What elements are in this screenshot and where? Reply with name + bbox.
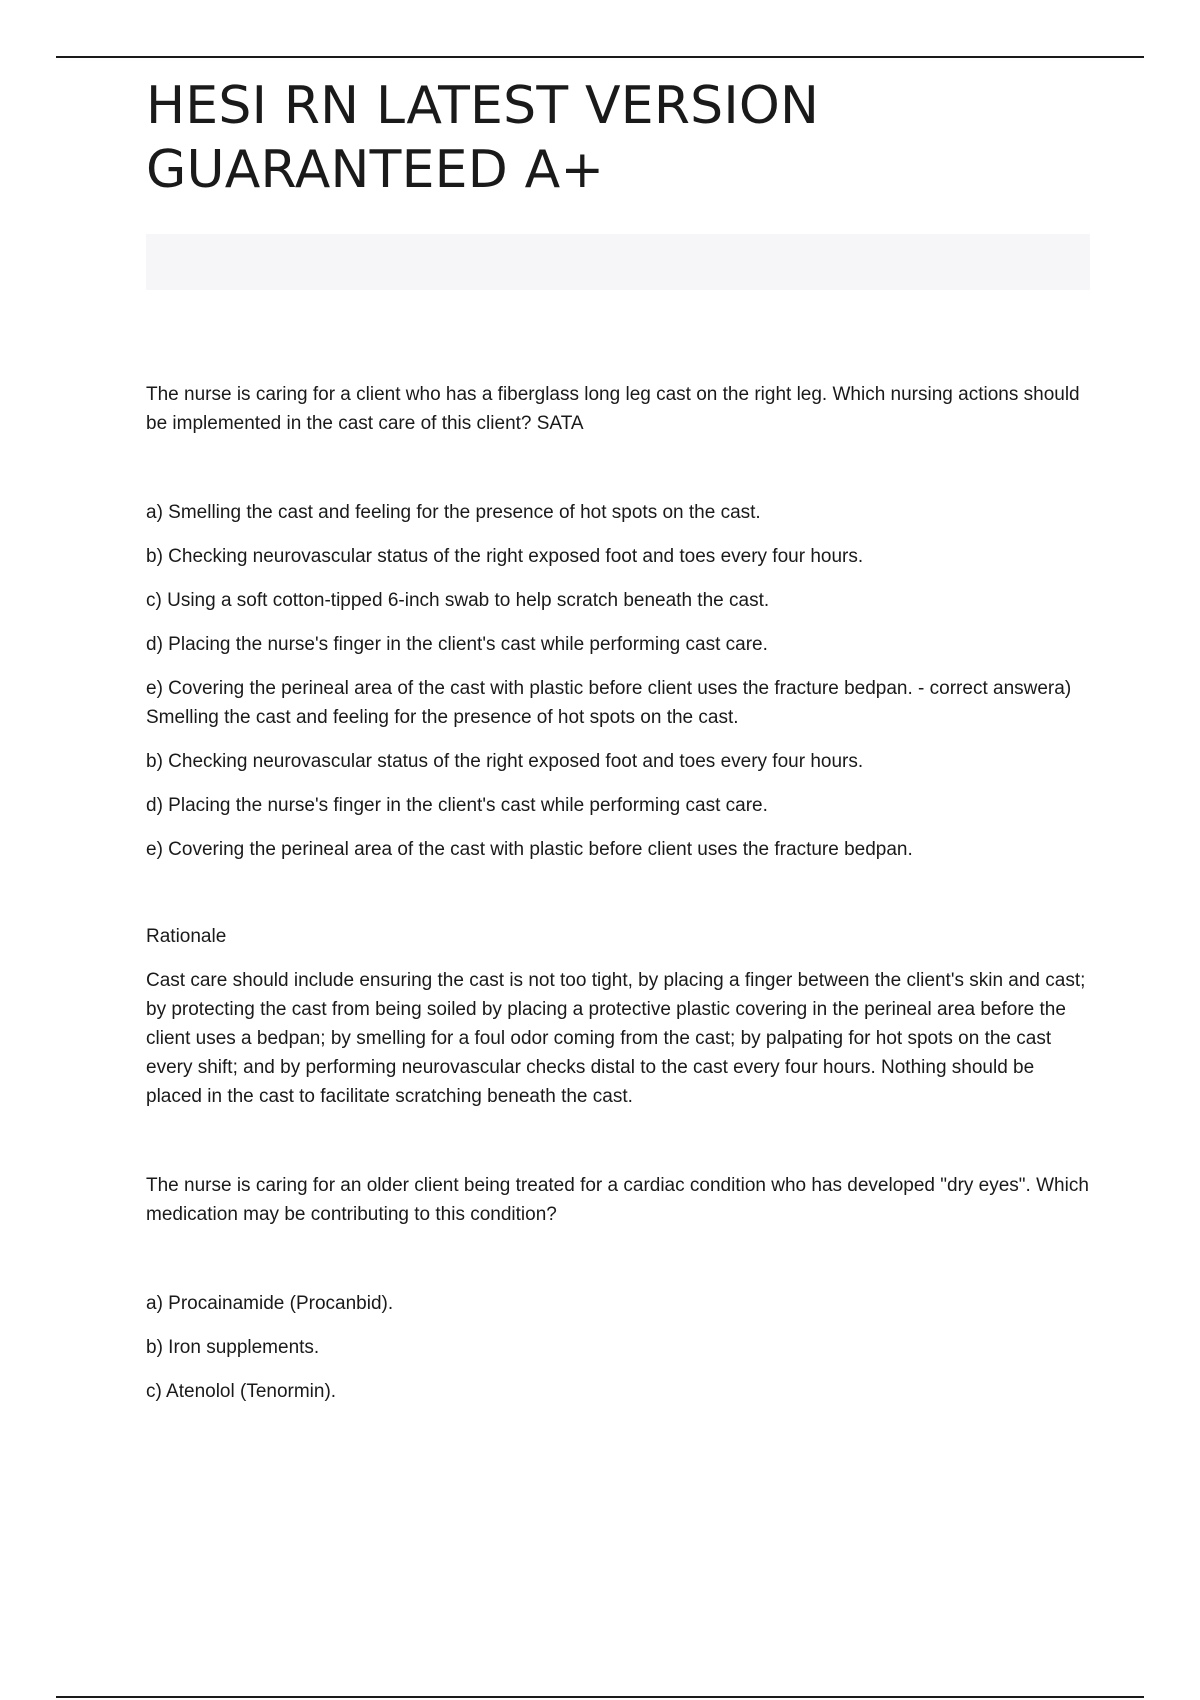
document-body bbox=[146, 74, 1090, 1421]
answer-option: e) Covering the perineal area of the cast with plastic before client uses the fracture bedpan. bbox=[146, 839, 913, 860]
answer-option: c) Atenolol (Tenormin). bbox=[146, 1381, 337, 1402]
answer-option: d) Placing the nurse's finger in the client's cast while performing cast care. bbox=[146, 634, 768, 655]
rationale-heading: Rationale bbox=[146, 926, 227, 947]
title-line-2: GUARANTEED A+ bbox=[146, 140, 605, 200]
bottom-divider bbox=[56, 1696, 1144, 1698]
answer-option: b) Iron supplements. bbox=[146, 1337, 320, 1358]
answer-option: b) Checking neurovascular status of the right exposed foot and toes every four hours. bbox=[146, 546, 864, 567]
question-2-options bbox=[146, 1289, 1090, 1406]
answer-option: e) Covering the perineal area of the cast with plastic before client uses the fracture bedpan. - correct answera) Smelling the cast and feeling for the presence of hot spots on the cast. bbox=[146, 678, 1072, 728]
top-divider bbox=[56, 56, 1144, 58]
document-title bbox=[146, 74, 1090, 202]
answer-option: a) Procainamide (Procanbid). bbox=[146, 1293, 394, 1314]
header-banner bbox=[146, 234, 1090, 290]
answer-option: c) Using a soft cotton-tipped 6-inch swab to help scratch beneath the cast. bbox=[146, 590, 770, 611]
answer-option: a) Smelling the cast and feeling for the presence of hot spots on the cast. bbox=[146, 502, 761, 523]
title-line-1: HESI RN LATEST VERSION bbox=[146, 76, 820, 136]
question-1-options bbox=[146, 498, 1090, 864]
answer-option: d) Placing the nurse's finger in the client's cast while performing cast care. bbox=[146, 795, 768, 816]
rationale-text: Cast care should include ensuring the cast is not too tight, by placing a finger between the client's skin and cast; by protecting the cast from being soiled by placing a protective plastic covering in the perineal area before the client uses a bedpan; by smelling for a foul odor coming from the cast; by palpating for hot spots on the cast every shift; and by performing neurovascular checks distal to the cast every four hours. Nothing should be placed in the cast to facilitate scratching beneath the cast. bbox=[146, 970, 1086, 1107]
question-1-stem: The nurse is caring for a client who has a fiberglass long leg cast on the right leg. Which nursing actions should be implemented in the cast care of this client? SATA bbox=[146, 384, 1080, 434]
question-2-stem: The nurse is caring for an older client being treated for a cardiac condition who has developed "dry eyes". Which medication may be contributing to this condition? bbox=[146, 1175, 1089, 1225]
answer-option: b) Checking neurovascular status of the right exposed foot and toes every four hours. bbox=[146, 751, 864, 772]
